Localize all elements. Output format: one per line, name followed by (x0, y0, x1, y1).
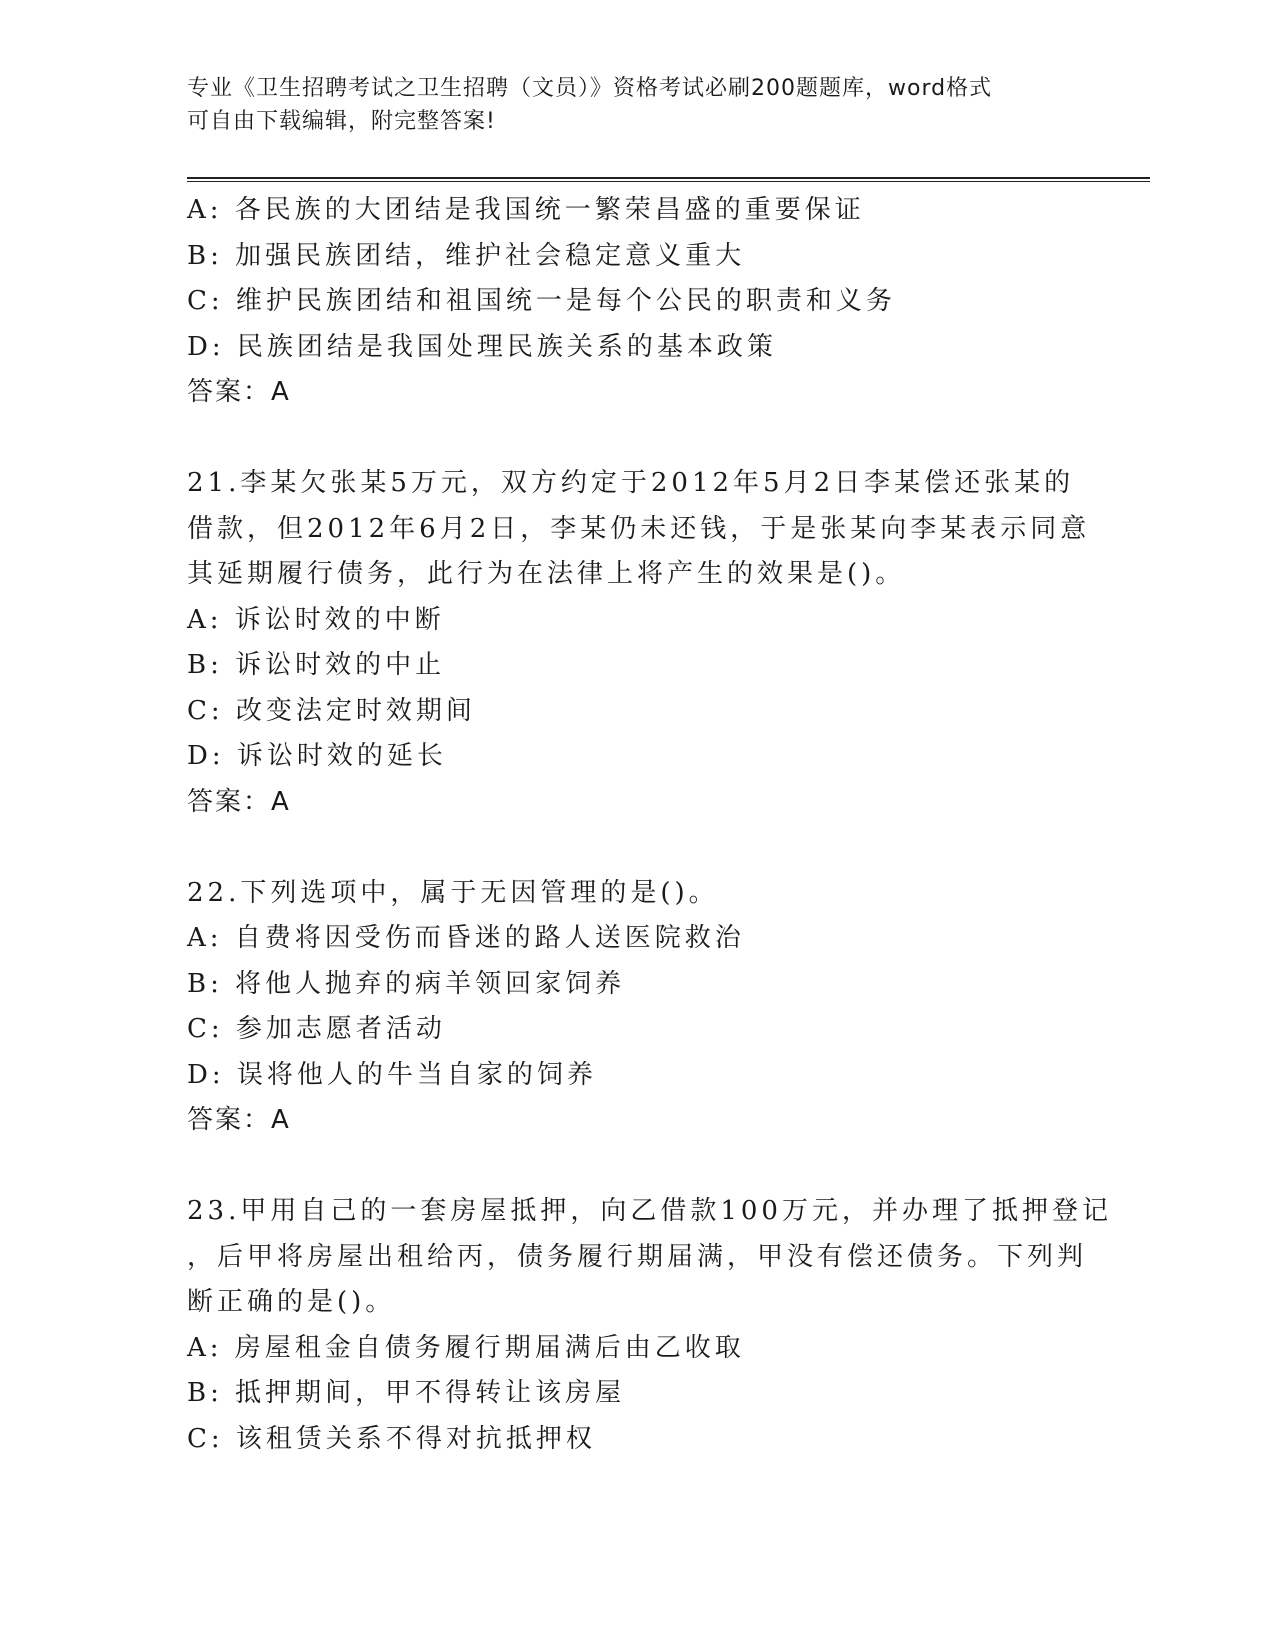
question-21 (187, 461, 1091, 825)
question-23 (187, 1189, 1112, 1462)
option-d: D: 民族团结是我国处理民族关系的基本政策 (187, 331, 777, 362)
question-stem-line: 断正确的是()。 (187, 1287, 396, 1317)
option-b: B: 抵押期间，甲不得转让该房屋 (187, 1378, 626, 1408)
question-stem-line: 23.甲用自己的一套房屋抵押，向乙借款100万元，并办理了抵押登记 (187, 1196, 1112, 1226)
header-divider (187, 177, 1150, 182)
option-c: C: 该租赁关系不得对抗抵押权 (187, 1423, 596, 1454)
question-stem-line: 借款，但2012年6月2日，李某仍未还钱，于是张某向李某表示同意 (187, 513, 1091, 544)
question-20-fragment (187, 188, 1087, 416)
document-header (187, 72, 1087, 138)
option-b: B: 加强民族团结，维护社会稳定意义重大 (187, 240, 746, 271)
question-stem-line: 其延期履行债务，此行为在法律上将产生的效果是()。 (187, 559, 906, 589)
option-d: D: 误将他人的牛当自家的饲养 (187, 1059, 597, 1090)
spacer (187, 825, 1087, 871)
spacer (187, 1144, 1087, 1190)
header-line-1: 专业《卫生招聘考试之卫生招聘（文员）》资格考试必刷200题题库，word格式 (187, 76, 993, 101)
option-d: D: 诉讼时效的延长 (187, 741, 447, 771)
option-a: A: 诉讼时效的中断 (187, 604, 445, 635)
option-a: A: 各民族的大团结是我国统一繁荣昌盛的重要保证 (187, 195, 865, 225)
question-22 (187, 871, 1087, 1144)
question-list (187, 188, 1112, 1462)
option-c: C: 参加志愿者活动 (187, 1014, 446, 1044)
option-b: B: 将他人抛弃的病羊领回家饲养 (187, 968, 626, 999)
question-stem-line: ，后甲将房屋出租给丙，债务履行期届满，甲没有偿还债务。下列判 (187, 1241, 1088, 1272)
option-c: C: 改变法定时效期间 (187, 695, 476, 726)
option-a: A: 房屋租金自债务履行期届满后由乙收取 (187, 1332, 745, 1363)
header-line-2: 可自由下载编辑，附完整答案! (187, 109, 496, 134)
answer-line: 答案：A (187, 377, 291, 407)
option-b: B: 诉讼时效的中止 (187, 650, 446, 680)
option-a: A: 自费将因受伤而昏迷的路人送医院救治 (187, 923, 745, 953)
answer-line: 答案：A (187, 1105, 291, 1135)
option-c: C: 维护民族团结和祖国统一是每个公民的职责和义务 (187, 286, 896, 316)
question-stem-line: 22.下列选项中，属于无因管理的是()。 (187, 877, 719, 908)
answer-line: 答案：A (187, 786, 291, 817)
question-stem-line: 21.李某欠张某5万元，双方约定于2012年5月2日李某偿还张某的 (187, 468, 1075, 498)
spacer (187, 416, 1087, 462)
